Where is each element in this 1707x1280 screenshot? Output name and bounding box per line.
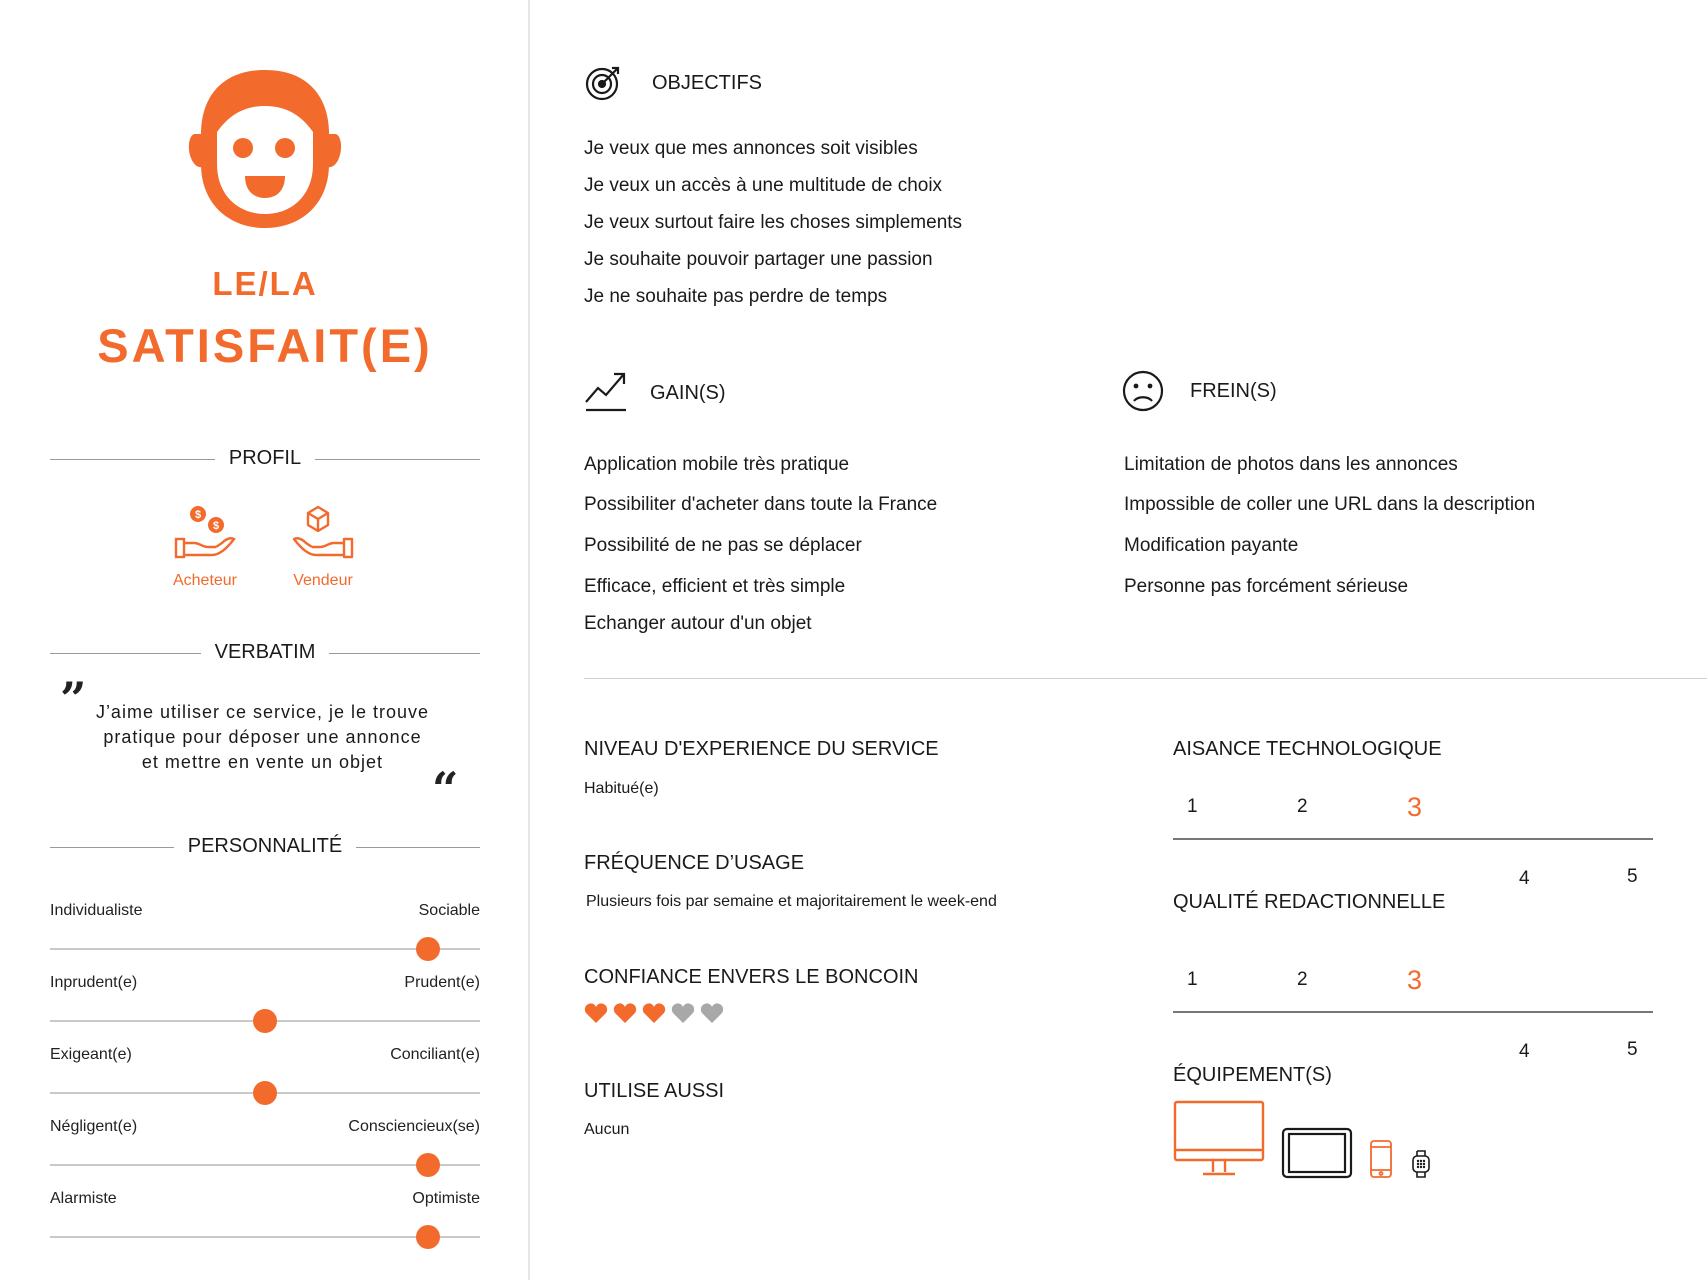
- profil-item-acheteur: [150, 503, 260, 590]
- rating-option: 5: [1627, 1039, 1638, 1060]
- qualite-title: QUALITÉ REDACTIONNELLE: [1173, 891, 1446, 913]
- trait-right-label: Sociable: [418, 902, 480, 919]
- svg-text:$: $: [194, 509, 202, 521]
- rating-option: 2: [1297, 969, 1308, 990]
- frein-item: Impossible de coller une URL dans la description: [1124, 494, 1536, 515]
- trait-slider-knob[interactable]: [253, 1081, 277, 1105]
- objectif-item: Je ne souhaite pas perdre de temps: [584, 286, 888, 307]
- sad-face-icon: [1122, 370, 1164, 412]
- heart-icon: [671, 1002, 695, 1024]
- objectif-item: Je veux surtout faire les choses simplements: [584, 212, 963, 233]
- rating-line: [1173, 1011, 1653, 1013]
- frein-item: Personne pas forcément sérieuse: [1124, 576, 1409, 597]
- trait-sociable: [50, 902, 480, 974]
- frequence-title: FRÉQUENCE D’USAGE: [584, 852, 805, 874]
- persona-avatar-icon: [185, 62, 345, 232]
- persona-prefix: LE/LA: [212, 265, 318, 302]
- trait-right-label: Optimiste: [412, 1190, 480, 1207]
- smartwatch-icon: [1411, 1150, 1431, 1178]
- persona-name: SATISFAIT(E): [97, 319, 433, 372]
- utilise-title: UTILISE AUSSI: [584, 1080, 725, 1102]
- heart-icon: [700, 1002, 724, 1024]
- hand-coins-icon: [172, 503, 238, 561]
- desktop-icon: [1173, 1100, 1265, 1180]
- confiance-title: CONFIANCE ENVERS LE BONCOIN: [584, 966, 919, 988]
- trait-left-label: Exigeant(e): [50, 1046, 132, 1063]
- heart-icon: [584, 1002, 608, 1024]
- experience-value: Habitué(e): [584, 780, 659, 797]
- gain-item: Echanger autour d'un objet: [584, 613, 812, 634]
- verbatim-title: VERBATIM: [201, 641, 330, 663]
- gain-item: Application mobile très pratique: [584, 454, 850, 475]
- trait-slider-knob[interactable]: [253, 1009, 277, 1033]
- svg-text:$: $: [212, 520, 220, 532]
- objectif-item: Je souhaite pouvoir partager une passion: [584, 249, 933, 270]
- rating-option: 1: [1187, 969, 1198, 990]
- trend-up-icon: [584, 368, 628, 412]
- rating-option: 3: [1407, 965, 1423, 995]
- trait-left-label: Négligent(e): [50, 1118, 138, 1135]
- aisance-scale: [1173, 782, 1653, 889]
- frein-item: Limitation de photos dans les annonces: [1124, 454, 1458, 475]
- smartphone-icon: [1369, 1139, 1393, 1179]
- rating-option: 4: [1519, 1041, 1530, 1062]
- profil-heading: [50, 444, 480, 474]
- trait-slider-knob[interactable]: [416, 937, 440, 961]
- persona-sidebar: [0, 0, 530, 1280]
- profil-title: PROFIL: [215, 447, 315, 469]
- rating-line: [1173, 838, 1653, 840]
- profil-label-acheteur: Acheteur: [172, 572, 238, 589]
- trait-conciliant: [50, 1046, 480, 1118]
- hand-box-icon: [290, 503, 356, 561]
- profil-label-vendeur: Vendeur: [293, 572, 353, 589]
- experience-title: NIVEAU D'EXPERIENCE DU SERVICE: [584, 738, 939, 760]
- frein-item: Modification payante: [1124, 535, 1299, 556]
- objectifs-title: OBJECTIFS: [652, 72, 763, 94]
- trait-left-label: Inprudent(e): [50, 974, 138, 991]
- trait-right-label: Prudent(e): [404, 974, 480, 991]
- tablet-icon: [1281, 1127, 1353, 1179]
- trait-consciencieux: [50, 1118, 480, 1190]
- close-quote-icon: “: [432, 762, 459, 816]
- trait-right-label: Consciencieux(se): [348, 1118, 480, 1135]
- rating-option: 2: [1297, 796, 1308, 817]
- aisance-title: AISANCE TECHNOLOGIQUE: [1173, 738, 1442, 760]
- heart-icon: [613, 1002, 637, 1024]
- profil-item-vendeur: [268, 503, 378, 590]
- persona-main: [532, 0, 1707, 1280]
- trait-prudent: [50, 974, 480, 1046]
- gain-item: Possibiliter d'acheter dans toute la France: [584, 494, 938, 515]
- personnalite-title: PERSONNALITÉ: [174, 835, 356, 857]
- equipement-title: ÉQUIPEMENT(S): [1173, 1064, 1332, 1086]
- utilise-value: Aucun: [584, 1121, 630, 1138]
- target-icon: [584, 62, 624, 102]
- trait-optimiste: [50, 1190, 480, 1262]
- section-divider: [584, 678, 1707, 679]
- gains-title: GAIN(S): [650, 382, 726, 404]
- objectif-item: Je veux que mes annonces soit visibles: [584, 138, 918, 159]
- heart-icon: [642, 1002, 666, 1024]
- verbatim-heading: [50, 638, 480, 668]
- trait-right-label: Conciliant(e): [390, 1046, 480, 1063]
- objectif-item: Je veux un accès à une multitude de choix: [584, 175, 943, 196]
- open-quote-icon: ”: [60, 672, 87, 726]
- rating-option: 4: [1519, 868, 1530, 889]
- verbatim-text: J’aime utiliser ce service, je le trouve pratique pour déposer une annonce et mettre en vente un objet: [95, 702, 430, 772]
- rating-option: 5: [1627, 866, 1638, 887]
- trait-left-label: Alarmiste: [50, 1190, 117, 1207]
- rating-option: 3: [1407, 792, 1423, 822]
- rating-option: 1: [1187, 796, 1198, 817]
- gain-item: Possibilité de ne pas se déplacer: [584, 535, 862, 556]
- qualite-scale: [1173, 955, 1653, 1062]
- trait-slider-knob[interactable]: [416, 1225, 440, 1249]
- personnalite-heading: [50, 832, 480, 862]
- gain-item: Efficace, efficient et très simple: [584, 576, 846, 597]
- freins-title: FREIN(S): [1190, 380, 1277, 402]
- frequence-value: Plusieurs fois par semaine et majoritairement le week-end: [586, 893, 997, 910]
- confiance-hearts: [584, 1002, 734, 1028]
- trait-left-label: Individualiste: [50, 902, 143, 919]
- trait-slider-knob[interactable]: [416, 1153, 440, 1177]
